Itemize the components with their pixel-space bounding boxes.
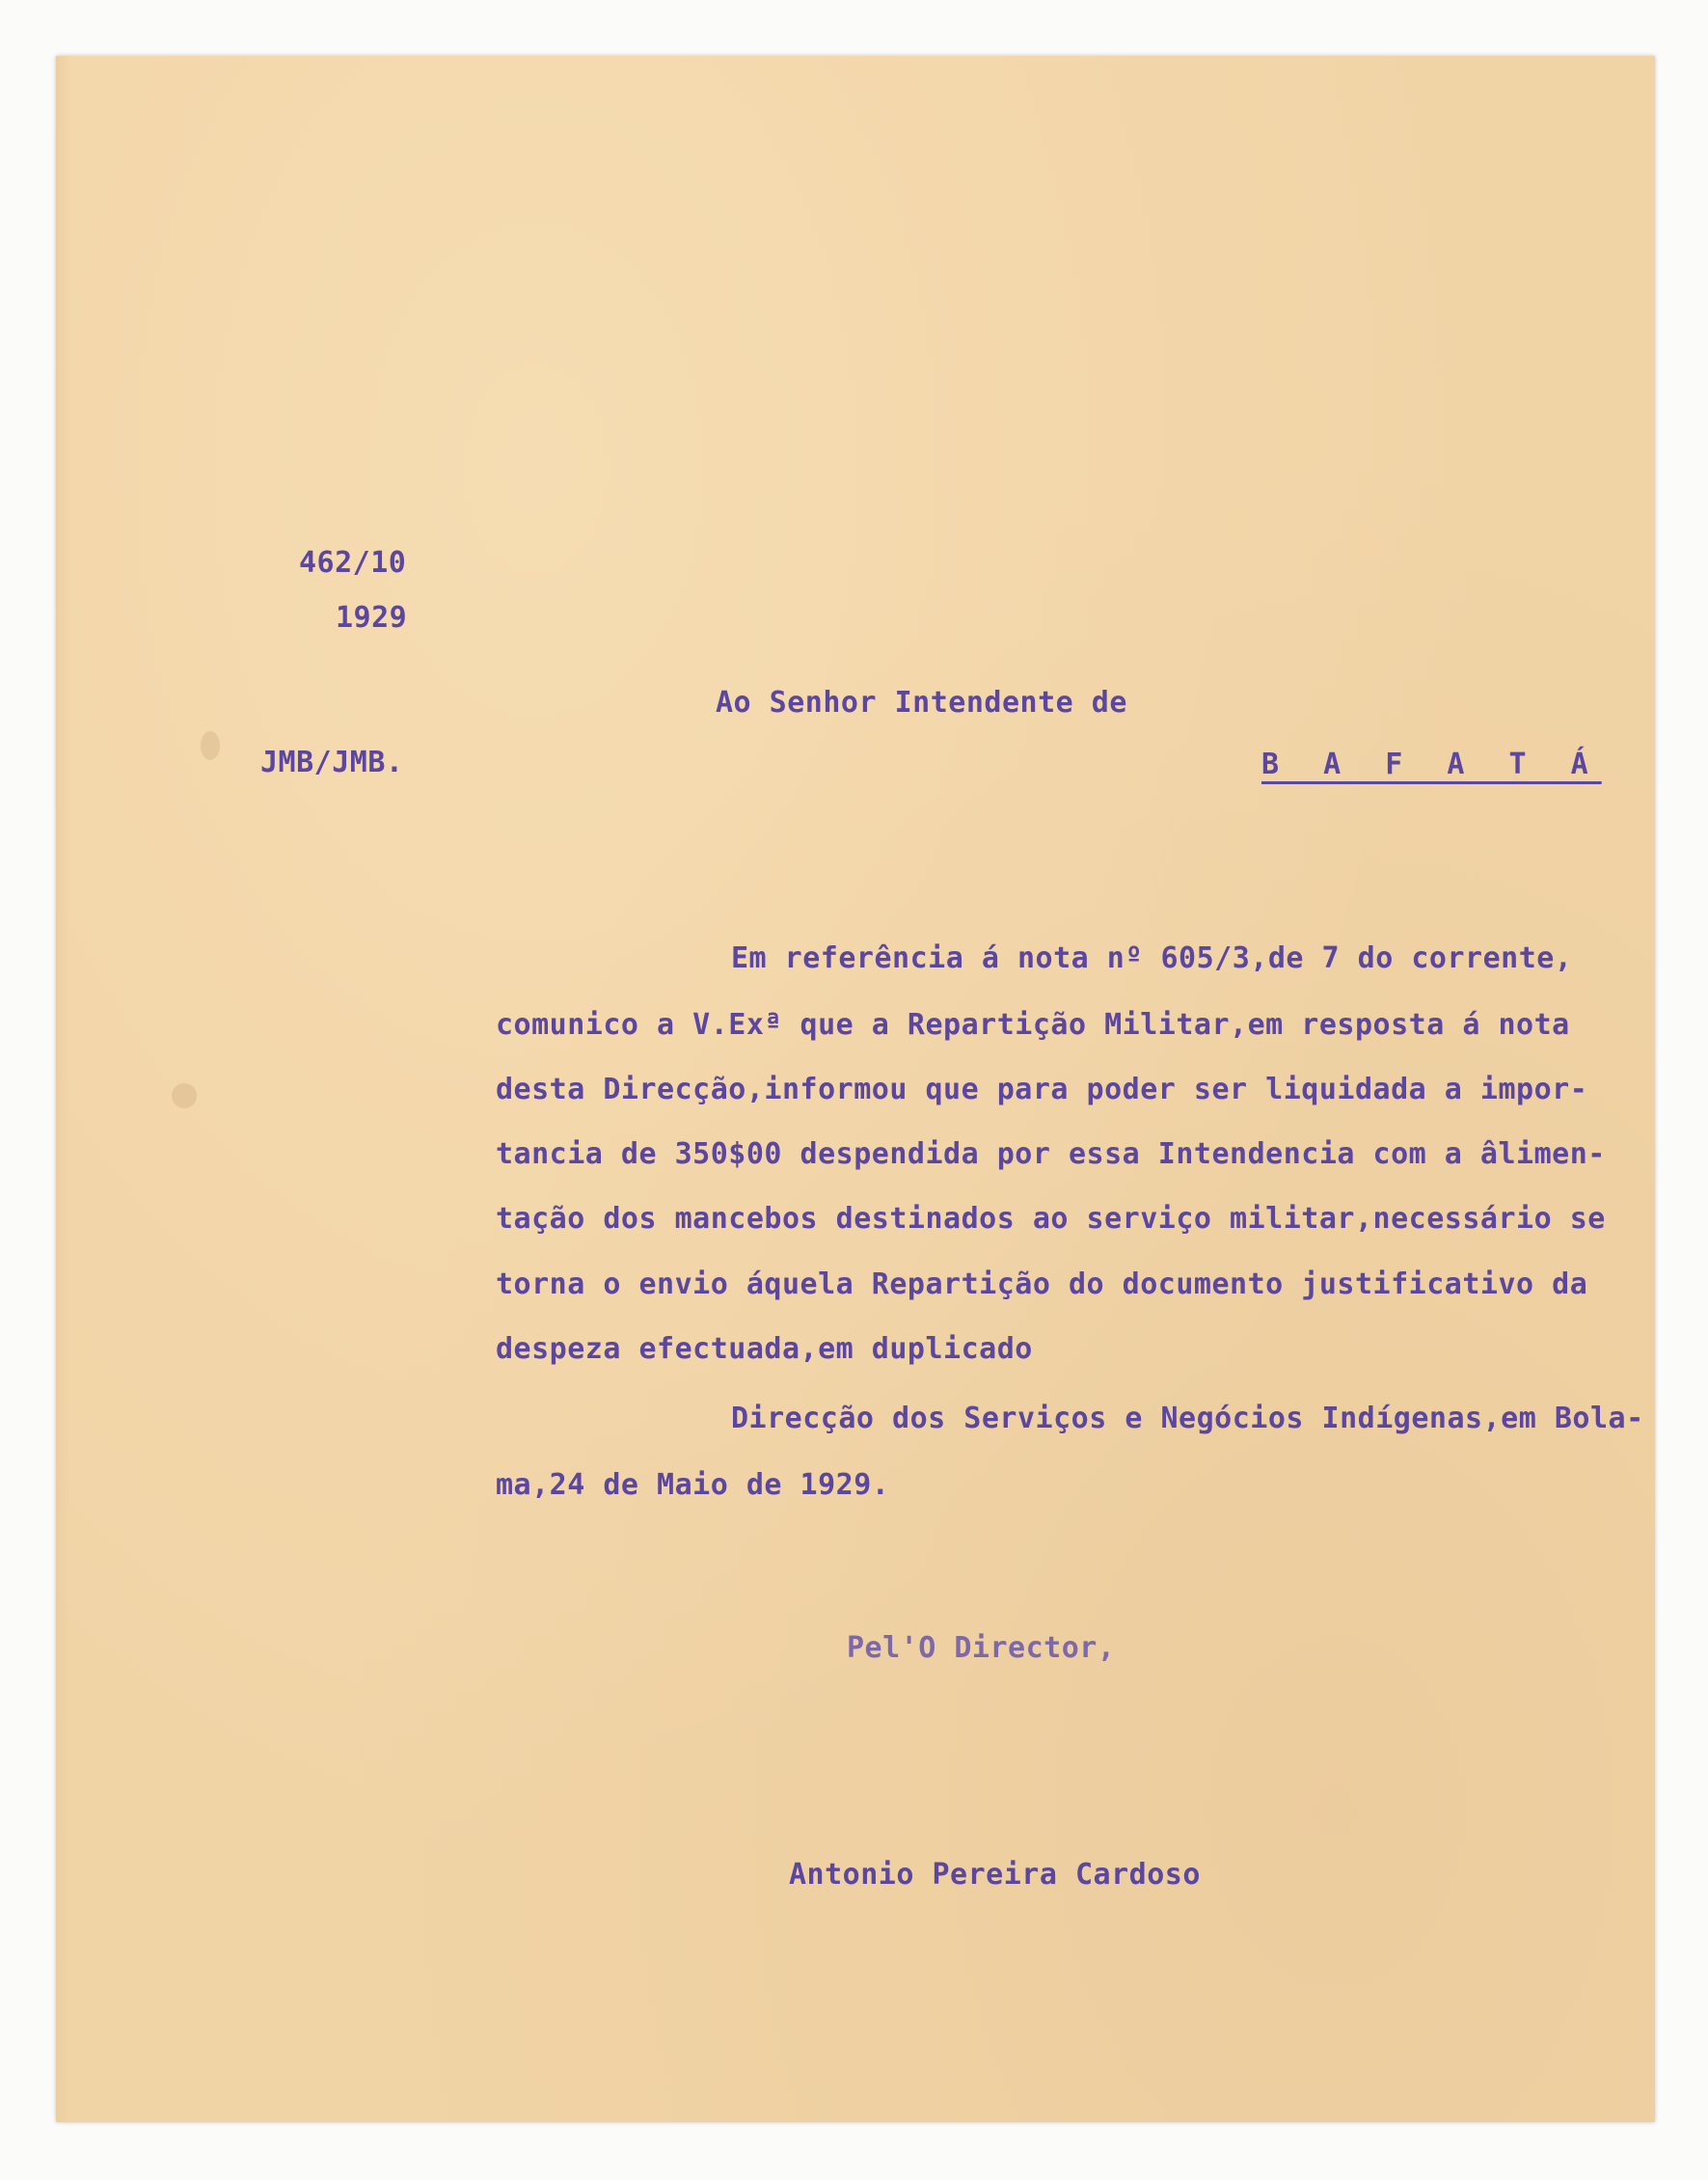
body-line: Em referência á nota nº 605/3,de 7 do corrente,: [731, 941, 1573, 975]
reference-year: 1929: [336, 601, 408, 635]
body-line: despeza efectuada,em duplicado: [496, 1332, 1033, 1366]
body-line: desta Direcção,informou que para poder ser liquidada a impor-: [496, 1073, 1588, 1106]
addressee-place: B A F A T Á: [1261, 748, 1602, 781]
body-line: comunico a V.Exª que a Repartição Militar,em resposta á nota: [496, 1008, 1570, 1042]
signatory-name: Antonio Pereira Cardoso: [789, 1858, 1201, 1892]
closing-line: Pel'O Director,: [847, 1631, 1116, 1665]
body-line: tação dos mancebos destinados ao serviço militar,necessário se: [496, 1202, 1606, 1236]
body-line: torna o envio áquela Repartição do documento justificativo da: [496, 1267, 1588, 1301]
document-sheet: [56, 56, 1655, 2122]
dateline: Direcção dos Serviços e Negócios Indígenas,em Bola-: [731, 1402, 1644, 1435]
dateline: ma,24 de Maio de 1929.: [496, 1468, 890, 1502]
typist-initials: JMB/JMB.: [260, 746, 404, 779]
paper-stain: [201, 731, 220, 760]
body-line: tancia de 350$00 despendida por essa Intendencia com a âlimen-: [496, 1137, 1606, 1171]
reference-number: 462/10: [299, 546, 407, 580]
paper-stain: [172, 1083, 197, 1108]
addressee-line: Ao Senhor Intendente de: [716, 686, 1127, 720]
